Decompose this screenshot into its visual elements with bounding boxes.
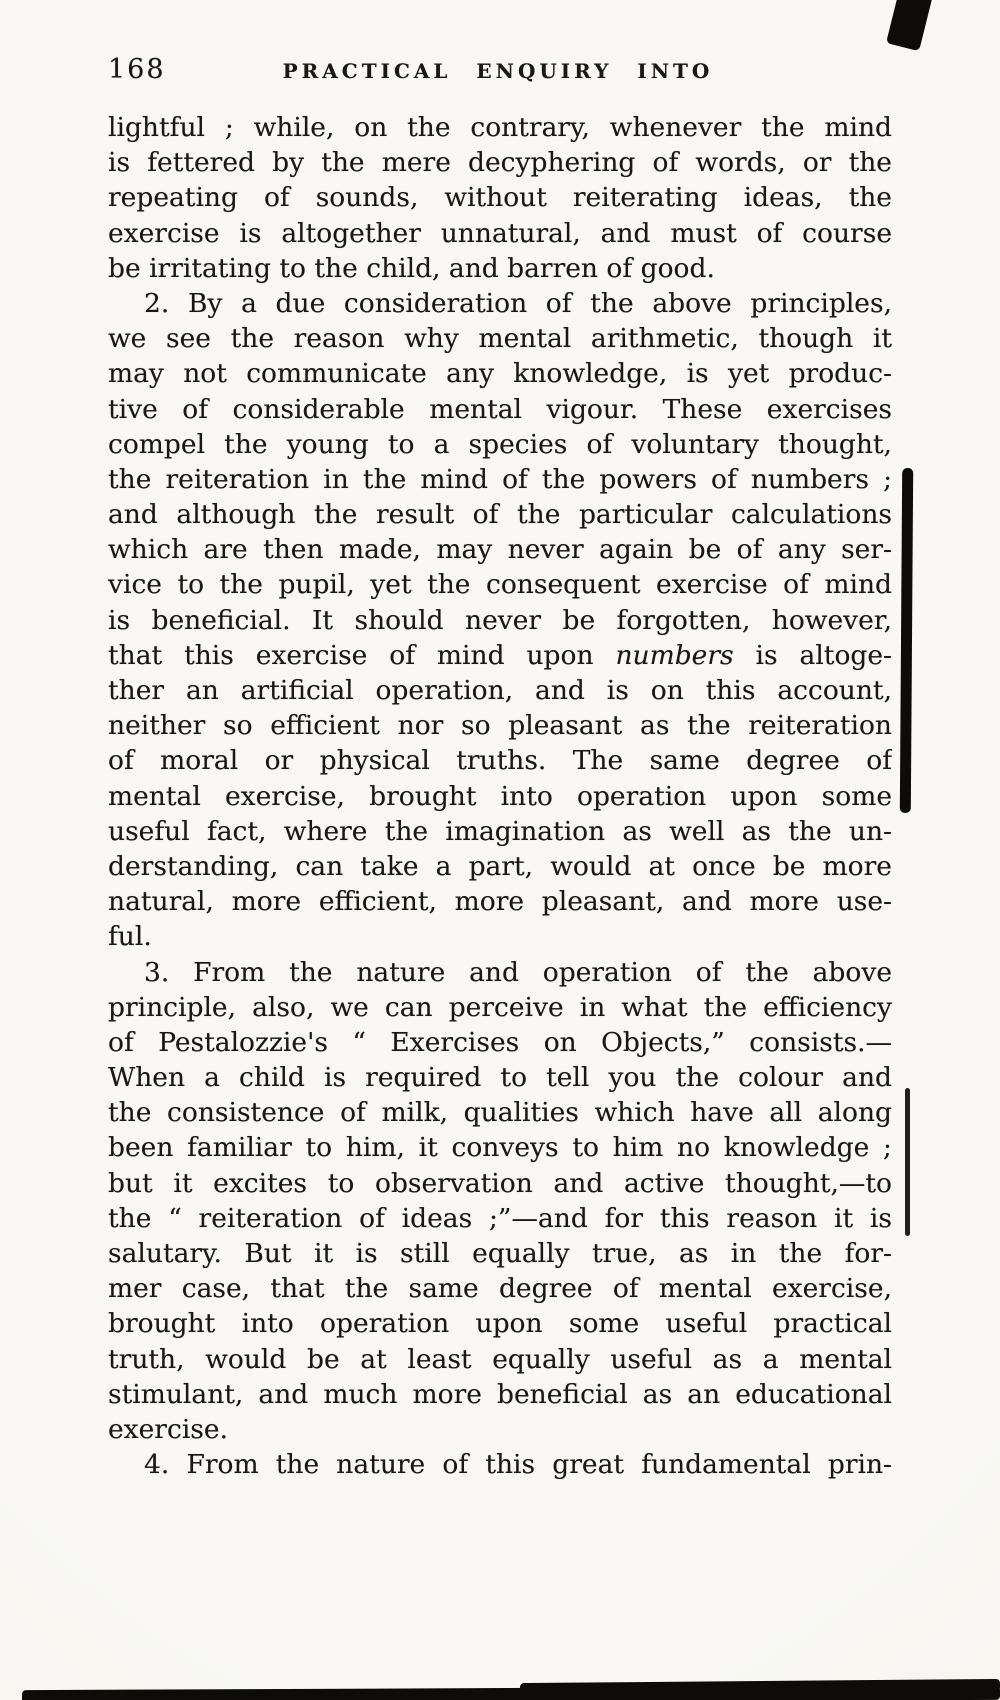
text-line: is beneficial. It should never be forgotten, however, [108, 604, 892, 636]
text-line: compel the young to a species of voluntary thought, [108, 428, 892, 460]
scan-artifact-right-bar [900, 468, 913, 813]
text-line: derstanding, can take a part, would at once be more [108, 850, 892, 882]
text-line: repeating of sounds, without reiterating ideas, the [108, 182, 892, 214]
text-line: ful. [108, 921, 152, 953]
text-line: salutary. But it is still equally true, as in the for- [108, 1238, 892, 1269]
text-line: been familiar to him, it conveys to him no knowledge ; [108, 1132, 892, 1164]
scan-artifact-right-thin-line [905, 1088, 910, 1236]
text-line: of moral or physical truths. The same degree of [108, 745, 892, 777]
text-line: vice to the pupil, yet the consequent exercise of mind [108, 569, 892, 601]
text-line: useful fact, where the imagination as well as the un- [108, 815, 892, 847]
text-line: neither so efficient nor so pleasant as the reiteration [108, 710, 892, 742]
text-line: 2. By a due consideration of the above principles, [144, 287, 892, 319]
text-line: truth, would be at least equally useful as a mental [108, 1343, 892, 1375]
scan-artifact-top-right [886, 0, 934, 51]
text-line: 3. From the nature and operation of the above [144, 956, 892, 988]
paragraph [108, 110, 892, 286]
text-line: the “ reiteration of ideas ;”—and for this reason it is [108, 1202, 892, 1234]
text-line: ther an artificial operation, and is on this account, [108, 675, 892, 706]
text-line: the consistence of milk, qualities which have all along [108, 1097, 892, 1129]
text-line: exercise. [108, 1413, 229, 1445]
text-line: but it excites to observation and active thought,—to [108, 1167, 892, 1199]
text-line: the reiteration in the mind of the powers of numbers ; [108, 463, 892, 495]
text-line: exercise is altogether unnatural, and must of course [108, 217, 892, 249]
text-line: 4. From the nature of this great fundamental prin- [144, 1449, 892, 1481]
page-header [108, 54, 888, 90]
page-number: 168 [108, 54, 166, 85]
text-line: When a child is required to tell you the colour and [108, 1062, 892, 1094]
text-line: tive of considerable mental vigour. These exercises [108, 393, 892, 425]
paragraph [108, 286, 892, 955]
text-line: stimulant, and much more beneficial as an educational [108, 1378, 892, 1410]
text-line: brought into operation upon some useful practical [108, 1308, 892, 1340]
text-line: may not communicate any knowledge, is yet produc- [108, 358, 892, 390]
paragraph [108, 955, 892, 1448]
text-line: natural, more efficient, more pleasant, and more use- [108, 886, 892, 918]
text-line: lightful ; while, on the contrary, whenever the mind [108, 112, 892, 143]
paragraph [108, 1447, 892, 1482]
text-line: and although the result of the particular calculations [108, 499, 892, 531]
text-line: principle, also, we can perceive in what the efficiency [108, 991, 892, 1023]
text-line: mental exercise, brought into operation upon some [108, 780, 892, 812]
text-line: which are then made, may never again be of any ser- [108, 534, 892, 566]
text-line: be irritating to the child, and barren of good. [108, 252, 715, 284]
text-line: of Pestalozzie's “ Exercises on Objects,” consists.— [108, 1026, 892, 1058]
text-line: mer case, that the same degree of mental exercise, [108, 1273, 892, 1305]
text-line: that this exercise of mind upon numbers is altoge- [108, 639, 892, 671]
body-text [108, 110, 892, 1482]
text-line: we see the reason why mental arithmetic, though it [108, 323, 892, 355]
running-header: PRACTICAL ENQUIRY INTO [282, 59, 714, 83]
text-line: is fettered by the mere decyphering of words, or the [108, 147, 892, 179]
